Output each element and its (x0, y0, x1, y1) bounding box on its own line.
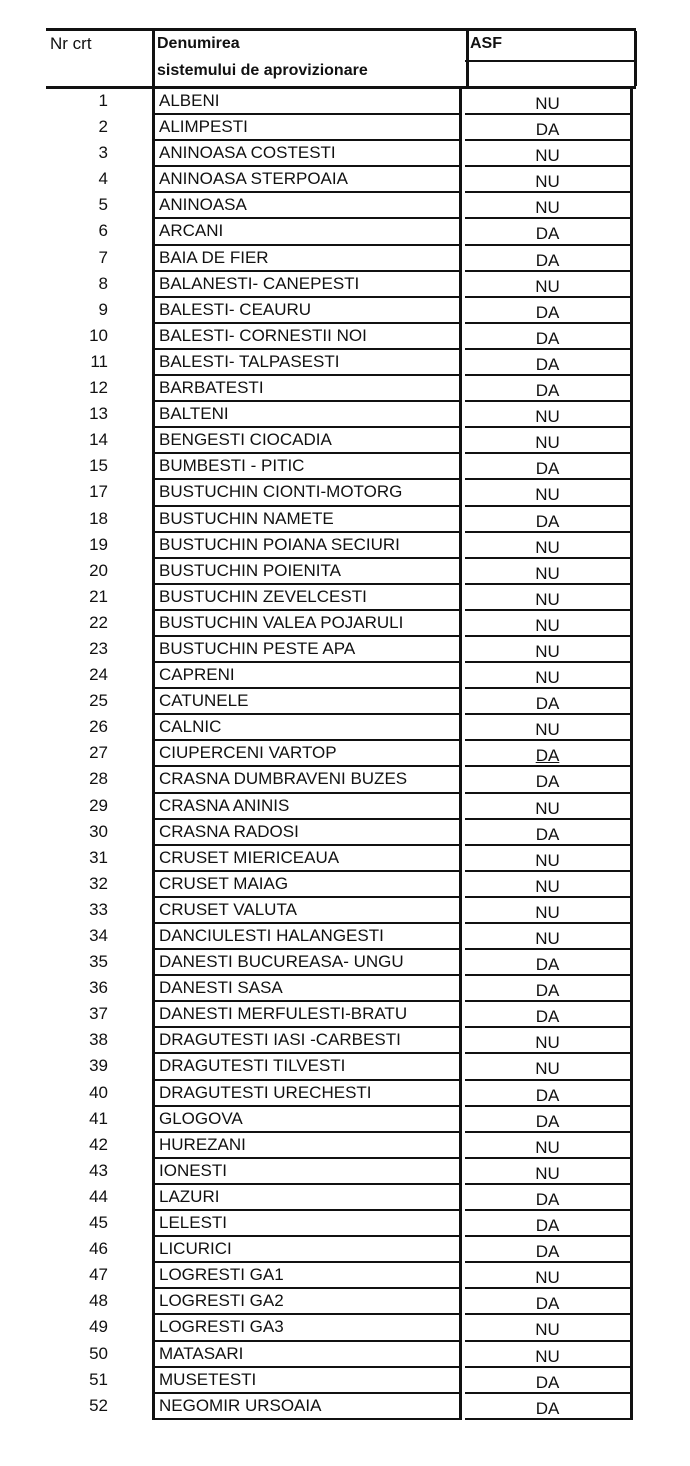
table-row (0, 637, 690, 663)
cell-asf (465, 924, 633, 950)
cell-asf (465, 480, 633, 506)
cell-asf-value: DA (535, 459, 560, 479)
cell-nr: 30 (89, 821, 108, 841)
cell-asf-value: NU (535, 276, 560, 296)
cell-system-name: BALTENI (152, 402, 462, 428)
cell-nr: 14 (89, 430, 108, 450)
table-row (0, 1081, 690, 1107)
table-row (0, 272, 690, 298)
cell-asf (465, 1394, 633, 1420)
cell-asf (465, 689, 633, 715)
cell-asf-value: NU (535, 902, 560, 922)
cell-asf-value: NU (535, 641, 560, 661)
cell-asf-value: NU (535, 407, 560, 427)
table-row (0, 846, 690, 872)
cell-asf (465, 1342, 633, 1368)
table-row (0, 1394, 690, 1420)
cell-system-name: BUSTUCHIN POIENITA (152, 559, 462, 585)
table-row (0, 1107, 690, 1133)
header-asf: ASF (470, 35, 502, 52)
table-row (0, 1133, 690, 1159)
cell-nr: 6 (98, 221, 108, 241)
cell-nr: 28 (89, 769, 108, 789)
cell-nr: 29 (89, 795, 108, 815)
table-row (0, 950, 690, 976)
cell-asf-value: NU (535, 1163, 560, 1183)
cell-system-name: DANCIULESTI HALANGESTI (152, 924, 462, 950)
table-row (0, 794, 690, 820)
cell-asf-value: NU (535, 1033, 560, 1053)
table-row (0, 741, 690, 767)
cell-system-name: BUMBESTI - PITIC (152, 454, 462, 480)
table-row (0, 1002, 690, 1028)
cell-system-name: DANESTI MERFULESTI-BRATU (152, 1002, 462, 1028)
table-row (0, 1159, 690, 1185)
cell-nr: 36 (89, 978, 108, 998)
cell-system-name: CRASNA ANINIS (152, 794, 462, 820)
cell-asf-value: NU (535, 433, 560, 453)
cell-nr: 2 (98, 117, 108, 137)
cell-system-name: LAZURI (152, 1185, 462, 1211)
cell-asf-value: DA (535, 1294, 560, 1314)
cell-asf (465, 976, 633, 1002)
cell-system-name: IONESTI (152, 1159, 462, 1185)
cell-asf-value: DA (535, 1372, 560, 1392)
cell-nr: 41 (89, 1108, 108, 1128)
cell-asf-value: DA (535, 955, 560, 975)
table-row (0, 715, 690, 741)
cell-system-name: CRUSET MAIAG (152, 872, 462, 898)
cell-system-name: BALESTI- TALPASESTI (152, 350, 462, 376)
cell-nr: 8 (98, 273, 108, 293)
cell-asf (465, 559, 633, 585)
cell-asf-value: NU (535, 1268, 560, 1288)
cell-asf (465, 246, 633, 272)
cell-system-name: BAIA DE FIER (152, 246, 462, 272)
cell-nr: 12 (89, 378, 108, 398)
cell-system-name: BALESTI- CEAURU (152, 298, 462, 324)
cell-asf-value: NU (535, 198, 560, 218)
cell-nr: 32 (89, 873, 108, 893)
cell-asf-value: DA (535, 381, 560, 401)
cell-system-name: ANINOASA STERPOAIA (152, 167, 462, 193)
cell-asf (465, 1054, 633, 1080)
cell-system-name: DRAGUTESTI URECHESTI (152, 1081, 462, 1107)
table-row (0, 1054, 690, 1080)
cell-asf (465, 533, 633, 559)
table-row (0, 611, 690, 637)
cell-asf-value: NU (535, 615, 560, 635)
cell-nr: 18 (89, 508, 108, 528)
cell-asf-value: DA (535, 328, 560, 348)
cell-system-name: DRAGUTESTI TILVESTI (152, 1054, 462, 1080)
cell-system-name: BUSTUCHIN ZEVELCESTI (152, 585, 462, 611)
cell-nr: 51 (89, 1369, 108, 1389)
cell-nr: 48 (89, 1291, 108, 1311)
cell-asf (465, 298, 633, 324)
cell-nr: 11 (90, 351, 108, 371)
table-row (0, 820, 690, 846)
cell-asf (465, 1289, 633, 1315)
table-row (0, 428, 690, 454)
cell-nr: 50 (89, 1343, 108, 1363)
cell-nr: 47 (89, 1265, 108, 1285)
cell-asf (465, 141, 633, 167)
cell-system-name: ANINOASA COSTESTI (152, 141, 462, 167)
cell-system-name: CRUSET MIERICEAUA (152, 846, 462, 872)
cell-asf (465, 507, 633, 533)
cell-system-name: HUREZANI (152, 1133, 462, 1159)
cell-asf (465, 1081, 633, 1107)
cell-asf-value: NU (535, 876, 560, 896)
cell-nr: 49 (89, 1317, 108, 1337)
cell-system-name: MATASARI (152, 1342, 462, 1368)
table-row (0, 533, 690, 559)
cell-system-name: ALIMPESTI (152, 115, 462, 141)
cell-nr: 17 (89, 482, 108, 502)
cell-system-name: LICURICI (152, 1237, 462, 1263)
cell-system-name: LOGRESTI GA3 (152, 1315, 462, 1341)
cell-system-name: BALANESTI- CANEPESTI (152, 272, 462, 298)
table-row (0, 1028, 690, 1054)
cell-nr: 3 (98, 143, 108, 163)
cell-system-name: DANESTI SASA (152, 976, 462, 1002)
cell-asf-value: DA (535, 1111, 560, 1131)
table-row (0, 1342, 690, 1368)
cell-asf-value: NU (535, 1059, 560, 1079)
cell-system-name: CALNIC (152, 715, 462, 741)
cell-asf (465, 1263, 633, 1289)
cell-system-name: LOGRESTI GA1 (152, 1263, 462, 1289)
cell-system-name: ALBENI (152, 89, 462, 115)
cell-nr: 42 (89, 1134, 108, 1154)
cell-nr: 10 (89, 325, 108, 345)
cell-asf (465, 402, 633, 428)
cell-nr: 20 (89, 560, 108, 580)
cell-asf (465, 1028, 633, 1054)
cell-asf-value: DA (535, 746, 560, 766)
cell-system-name: LOGRESTI GA2 (152, 1289, 462, 1315)
cell-asf-value: DA (535, 1242, 560, 1262)
table-row (0, 141, 690, 167)
cell-system-name: CRUSET VALUTA (152, 898, 462, 924)
cell-asf (465, 167, 633, 193)
cell-asf (465, 1185, 633, 1211)
cell-system-name: CIUPERCENI VARTOP (152, 741, 462, 767)
cell-nr: 46 (89, 1239, 108, 1259)
table-row (0, 976, 690, 1002)
cell-asf (465, 1315, 633, 1341)
cell-asf (465, 585, 633, 611)
cell-asf (465, 611, 633, 637)
cell-asf (465, 767, 633, 793)
cell-system-name: CRASNA DUMBRAVENI BUZES (152, 767, 462, 793)
table-row (0, 246, 690, 272)
header-nr-crt: Nr crt (50, 34, 92, 53)
cell-asf (465, 115, 633, 141)
cell-system-name: CAPRENI (152, 663, 462, 689)
cell-nr: 22 (89, 612, 108, 632)
cell-system-name: BUSTUCHIN VALEA POJARULI (152, 611, 462, 637)
cell-nr: 44 (89, 1186, 108, 1206)
cell-asf (465, 428, 633, 454)
cell-asf (465, 350, 633, 376)
cell-nr: 34 (89, 926, 108, 945)
cell-asf (465, 741, 633, 767)
cell-asf-value: DA (535, 1216, 560, 1236)
cell-asf-value: NU (535, 1137, 560, 1157)
table-row (0, 663, 690, 689)
cell-nr: 43 (89, 1160, 108, 1180)
table-row (0, 924, 690, 950)
cell-nr: 39 (89, 1056, 108, 1076)
cell-asf (465, 1107, 633, 1133)
cell-asf (465, 820, 633, 846)
cell-asf (465, 89, 633, 115)
table-row (0, 559, 690, 585)
cell-nr: 21 (89, 586, 108, 606)
cell-asf-value: DA (535, 1007, 560, 1027)
cell-asf (465, 1159, 633, 1185)
cell-system-name: CRASNA RADOSI (152, 820, 462, 846)
table-row (0, 898, 690, 924)
cell-asf (465, 454, 633, 480)
table-row (0, 167, 690, 193)
cell-asf (465, 794, 633, 820)
cell-asf-value: DA (535, 302, 560, 322)
cell-system-name: BUSTUCHIN POIANA SECIURI (152, 533, 462, 559)
table-row (0, 89, 690, 115)
cell-system-name: BARBATESTI (152, 376, 462, 402)
cell-nr: 19 (89, 534, 108, 554)
table-row (0, 872, 690, 898)
cell-asf (465, 637, 633, 663)
cell-system-name: MUSETESTI (152, 1368, 462, 1394)
cell-asf-value: NU (535, 850, 560, 870)
cell-asf-value: NU (535, 172, 560, 192)
cell-asf-value: DA (535, 1085, 560, 1105)
cell-asf-value: NU (535, 798, 560, 818)
cell-asf (465, 898, 633, 924)
cell-nr: 23 (89, 638, 108, 658)
cell-asf-value: NU (535, 929, 560, 948)
cell-asf-value: DA (535, 250, 560, 270)
cell-asf-value: NU (535, 146, 560, 166)
table-row (0, 376, 690, 402)
cell-asf (465, 324, 633, 350)
cell-nr: 13 (89, 404, 108, 424)
cell-nr: 52 (89, 1395, 108, 1415)
cell-asf-value: NU (535, 94, 560, 113)
cell-system-name: NEGOMIR URSOAIA (152, 1394, 462, 1420)
header-asf-divider (465, 60, 636, 62)
cell-nr: 1 (98, 91, 108, 110)
table-row (0, 1289, 690, 1315)
table-row (0, 585, 690, 611)
cell-asf (465, 219, 633, 245)
cell-asf-value: NU (535, 485, 560, 505)
table-row (0, 454, 690, 480)
cell-system-name: BENGESTI CIOCADIA (152, 428, 462, 454)
cell-nr: 7 (98, 247, 108, 267)
table-row (0, 298, 690, 324)
cell-nr: 31 (89, 847, 108, 867)
cell-nr: 45 (89, 1213, 108, 1233)
cell-system-name: BUSTUCHIN PESTE APA (152, 637, 462, 663)
cell-asf-value: NU (535, 589, 560, 609)
cell-system-name: DANESTI BUCUREASA- UNGU (152, 950, 462, 976)
cell-asf (465, 1368, 633, 1394)
table-row (0, 350, 690, 376)
cell-asf (465, 663, 633, 689)
table-row (0, 193, 690, 219)
table-row (0, 324, 690, 350)
cell-asf-value: NU (535, 1346, 560, 1366)
cell-system-name: CATUNELE (152, 689, 462, 715)
cell-nr: 25 (89, 691, 108, 711)
table-row (0, 689, 690, 715)
cell-asf-value: NU (535, 537, 560, 557)
cell-system-name: BUSTUCHIN CIONTI-MOTORG (152, 480, 462, 506)
cell-asf (465, 1002, 633, 1028)
cell-nr: 15 (89, 456, 108, 476)
cell-nr: 5 (98, 195, 108, 215)
cell-asf-value: NU (535, 668, 560, 688)
cell-nr: 26 (89, 717, 108, 737)
cell-asf (465, 715, 633, 741)
cell-nr: 35 (89, 952, 108, 972)
cell-asf (465, 1211, 633, 1237)
table-row (0, 219, 690, 245)
cell-system-name: DRAGUTESTI IASI -CARBESTI (152, 1028, 462, 1054)
cell-nr: 24 (89, 665, 108, 685)
cell-nr: 37 (89, 1004, 108, 1024)
table-row (0, 507, 690, 533)
cell-asf-value: DA (535, 1398, 560, 1418)
table-row (0, 1368, 690, 1394)
cell-asf (465, 193, 633, 219)
cell-asf-value: DA (535, 511, 560, 531)
cell-system-name: ANINOASA (152, 193, 462, 219)
table-row (0, 1263, 690, 1289)
cell-asf-value: NU (535, 563, 560, 583)
cell-system-name: LELESTI (152, 1211, 462, 1237)
cell-asf-value: DA (535, 981, 560, 1001)
cell-asf (465, 846, 633, 872)
cell-asf (465, 272, 633, 298)
cell-asf (465, 1133, 633, 1159)
cell-asf-value: NU (535, 1320, 560, 1340)
cell-system-name: ARCANI (152, 219, 462, 245)
cell-nr: 9 (98, 299, 108, 319)
cell-system-name: GLOGOVA (152, 1107, 462, 1133)
table-row (0, 1211, 690, 1237)
cell-nr: 4 (98, 169, 108, 189)
cell-asf-value: DA (535, 772, 560, 792)
cell-asf (465, 950, 633, 976)
cell-asf-value: NU (535, 720, 560, 740)
table-row (0, 402, 690, 428)
cell-asf-value: DA (535, 1189, 560, 1209)
cell-asf-value: DA (535, 694, 560, 714)
table-body (0, 89, 690, 1420)
cell-nr: 40 (89, 1082, 108, 1102)
cell-asf (465, 376, 633, 402)
cell-asf (465, 1237, 633, 1263)
header-name-line1: Denumirea (157, 35, 240, 52)
table-row (0, 115, 690, 141)
cell-nr: 33 (89, 899, 108, 919)
cell-asf-value: DA (535, 120, 560, 140)
cell-asf (465, 872, 633, 898)
table-row (0, 767, 690, 793)
cell-nr: 38 (89, 1030, 108, 1050)
table-row (0, 1315, 690, 1341)
cell-asf-value: DA (535, 354, 560, 374)
table-row (0, 480, 690, 506)
table-row (0, 1237, 690, 1263)
cell-system-name: BUSTUCHIN NAMETE (152, 507, 462, 533)
cell-asf-value: DA (535, 224, 560, 244)
table-row (0, 1185, 690, 1211)
header-name-line2: sistemului de aprovizionare (157, 62, 368, 79)
cell-asf-value: DA (535, 824, 560, 844)
cell-system-name: BALESTI- CORNESTII NOI (152, 324, 462, 350)
cell-nr: 27 (89, 743, 108, 763)
